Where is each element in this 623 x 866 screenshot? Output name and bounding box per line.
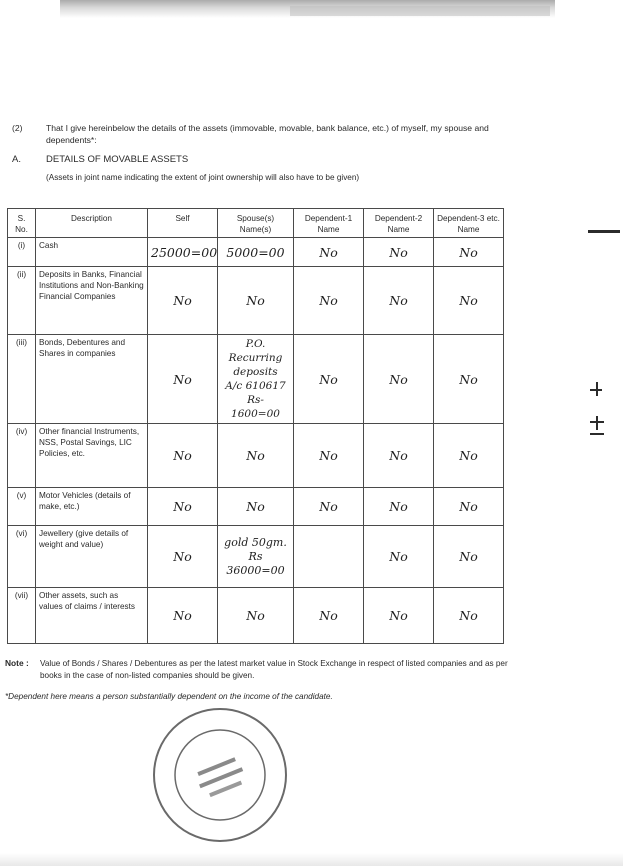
cell-spouse [218, 335, 294, 424]
cell-dependent-3: No [434, 267, 504, 335]
section-title: DETAILS OF MOVABLE ASSETS [46, 154, 189, 165]
table-row [8, 526, 504, 588]
spouse-line-2: Rs 36000=00 [226, 549, 285, 577]
spouse-line-3: A/c 610617 [225, 380, 286, 392]
row-description: Deposits in Banks, Financial Institutions and Non-Banking Financial Companies [36, 267, 148, 335]
cell-dependent-1: No [294, 238, 364, 267]
cell-dependent-3: No [434, 335, 504, 424]
row-number: (v) [8, 488, 36, 526]
row-number: (vi) [8, 526, 36, 588]
seal-inner-marks [195, 756, 248, 799]
cell-dependent-1: No [294, 488, 364, 526]
cell-dependent-1: No [294, 424, 364, 488]
cell-spouse: 5000=00 [218, 238, 294, 267]
paragraph-number: (2) [12, 123, 23, 133]
cell-spouse: No [218, 588, 294, 644]
cell-dependent-2: No [364, 424, 434, 488]
margin-mark-1 [588, 230, 620, 233]
header-description: Description [36, 209, 148, 238]
cell-dependent-1: No [294, 267, 364, 335]
row-number: (ii) [8, 267, 36, 335]
header-dependent-3: Dependent-3 etc. Name [434, 209, 504, 238]
cell-dependent-3: No [434, 238, 504, 267]
cell-self: No [148, 424, 218, 488]
cell-self: No [148, 267, 218, 335]
section-letter: A. [12, 154, 21, 165]
spouse-line-2: deposits [233, 366, 278, 378]
cell-self: 25000=00 [148, 238, 218, 267]
section-subtitle: (Assets in joint name indicating the extent of joint ownership will also have to be given) [46, 173, 360, 182]
cell-self: No [148, 526, 218, 588]
header-dependent-2: Dependent-2 Name [364, 209, 434, 238]
header-spouse: Spouse(s) Name(s) [218, 209, 294, 238]
cell-spouse [218, 526, 294, 588]
seal-inner-ring [175, 730, 265, 820]
cell-dependent-3: No [434, 526, 504, 588]
table-header-row [8, 209, 504, 238]
row-description: Other assets, such as values of claims / interests [36, 588, 148, 644]
row-number: (iv) [8, 424, 36, 488]
scan-shadow-bottom [0, 853, 623, 866]
dependent-definition: *Dependent here means a person substantially dependent on the income of the candidate. [5, 692, 333, 701]
spouse-line-1: gold 50gm. [224, 535, 287, 549]
table-row [8, 267, 504, 335]
header-dependent-1: Dependent-1 Name [294, 209, 364, 238]
scan-shadow-top-dark [290, 6, 550, 16]
spouse-line-4: Rs- 1600=00 [231, 394, 280, 420]
row-number: (vii) [8, 588, 36, 644]
cell-dependent-1: No [294, 335, 364, 424]
cell-dependent-2: No [364, 335, 434, 424]
table-row [8, 488, 504, 526]
cell-dependent-2: No [364, 526, 434, 588]
cell-dependent-3: No [434, 488, 504, 526]
margin-mark-6 [596, 416, 598, 430]
margin-mark-4 [590, 433, 604, 435]
table-row [8, 335, 504, 424]
row-number: (iii) [8, 335, 36, 424]
cell-self: No [148, 488, 218, 526]
row-description: Bonds, Debentures and Shares in companies [36, 335, 148, 424]
margin-mark-5 [596, 382, 598, 396]
cell-spouse: No [218, 267, 294, 335]
cell-spouse: No [218, 488, 294, 526]
cell-self: No [148, 588, 218, 644]
cell-dependent-2: No [364, 588, 434, 644]
seal-outer-ring [154, 709, 286, 841]
paragraph-text: That I give hereinbelow the details of the assets (immovable, movable, bank balance, etc.) of myself, my spouse and dependents*: [46, 123, 489, 145]
cell-dependent-2: No [364, 488, 434, 526]
row-number: (i) [8, 238, 36, 267]
table-row [8, 238, 504, 267]
cell-spouse: No [218, 424, 294, 488]
row-description: Cash [36, 238, 148, 267]
row-description: Motor Vehicles (details of make, etc.) [36, 488, 148, 526]
row-description: Other financial Instruments, NSS, Postal Savings, LIC Policies, etc. [36, 424, 148, 488]
table-row [8, 424, 504, 488]
cell-self: No [148, 335, 218, 424]
cell-dependent-3: No [434, 424, 504, 488]
row-description: Jewellery (give details of weight and value) [36, 526, 148, 588]
cell-dependent-1: No [294, 588, 364, 644]
cell-dependent-2: No [364, 238, 434, 267]
header-self: Self [148, 209, 218, 238]
cell-dependent-3: No [434, 588, 504, 644]
table-row [8, 588, 504, 644]
cell-dependent-2: No [364, 267, 434, 335]
note-text: Value of Bonds / Shares / Debentures as per the latest market value in Stock Exchange in respect of listed companies and as per books in the case of non-listed companies should be given. [40, 659, 508, 680]
cell-dependent-1 [294, 526, 364, 588]
notary-seal [145, 700, 295, 850]
header-sno: S. No. [8, 209, 36, 238]
movable-assets-table [7, 208, 504, 644]
note-label: Note : [5, 658, 29, 668]
spouse-line-1: P.O. Recurring [228, 338, 283, 364]
